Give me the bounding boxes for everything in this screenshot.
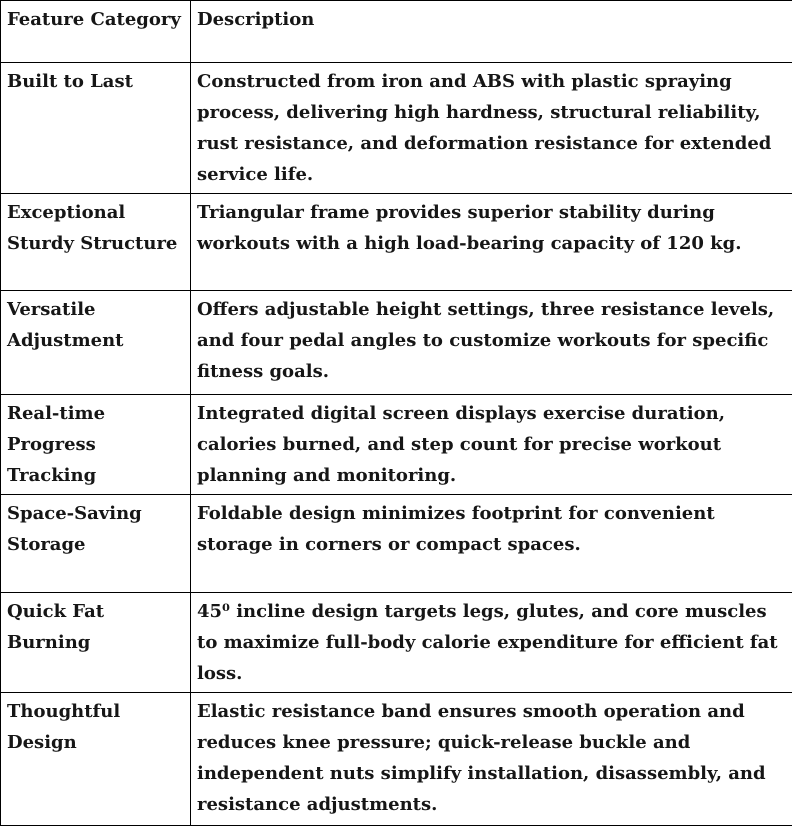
feature-category-cell: Built to Last: [1, 63, 191, 194]
table-row: [1, 495, 792, 593]
description-cell: Constructed from iron and ABS with plastic spraying process, delivering high hardness, structural reliability, rust resistance, and deformation resistance for extended service life.: [191, 63, 792, 194]
feature-category-cell: Quick Fat Burning: [1, 593, 191, 693]
description-cell: Integrated digital screen displays exercise duration, calories burned, and step count for precise workout planning and monitoring.: [191, 395, 792, 495]
feature-category-cell: Thoughtful Design: [1, 693, 191, 826]
table-row: [1, 194, 792, 291]
feature-category-cell: Real-time Progress Tracking: [1, 395, 191, 495]
table-row: [1, 395, 792, 495]
table-row: [1, 291, 792, 395]
description-cell: 45⁰ incline design targets legs, glutes, and core muscles to maximize full-body calorie expenditure for efficient fat loss.: [191, 593, 792, 693]
description-cell: Foldable design minimizes footprint for convenient storage in corners or compact spaces.: [191, 495, 792, 593]
description-cell: Triangular frame provides superior stability during workouts with a high load-bearing capacity of 120 kg.: [191, 194, 792, 291]
feature-category-cell: Space-Saving Storage: [1, 495, 191, 593]
table-row: [1, 63, 792, 194]
description-cell: Elastic resistance band ensures smooth operation and reduces knee pressure; quick-release buckle and independent nuts simplify installation, disassembly, and resistance adjustments.: [191, 693, 792, 826]
header-cell-feature-category: Feature Category: [1, 1, 191, 63]
feature-category-cell: Versatile Adjustment: [1, 291, 191, 395]
description-cell: Offers adjustable height settings, three resistance levels, and four pedal angles to customize workouts for specific fitness goals.: [191, 291, 792, 395]
table-row: [1, 693, 792, 826]
table-row: [1, 593, 792, 693]
feature-category-cell: Exceptional Sturdy Structure: [1, 194, 191, 291]
table-header-row: [1, 1, 792, 63]
header-cell-description: Description: [191, 1, 792, 63]
